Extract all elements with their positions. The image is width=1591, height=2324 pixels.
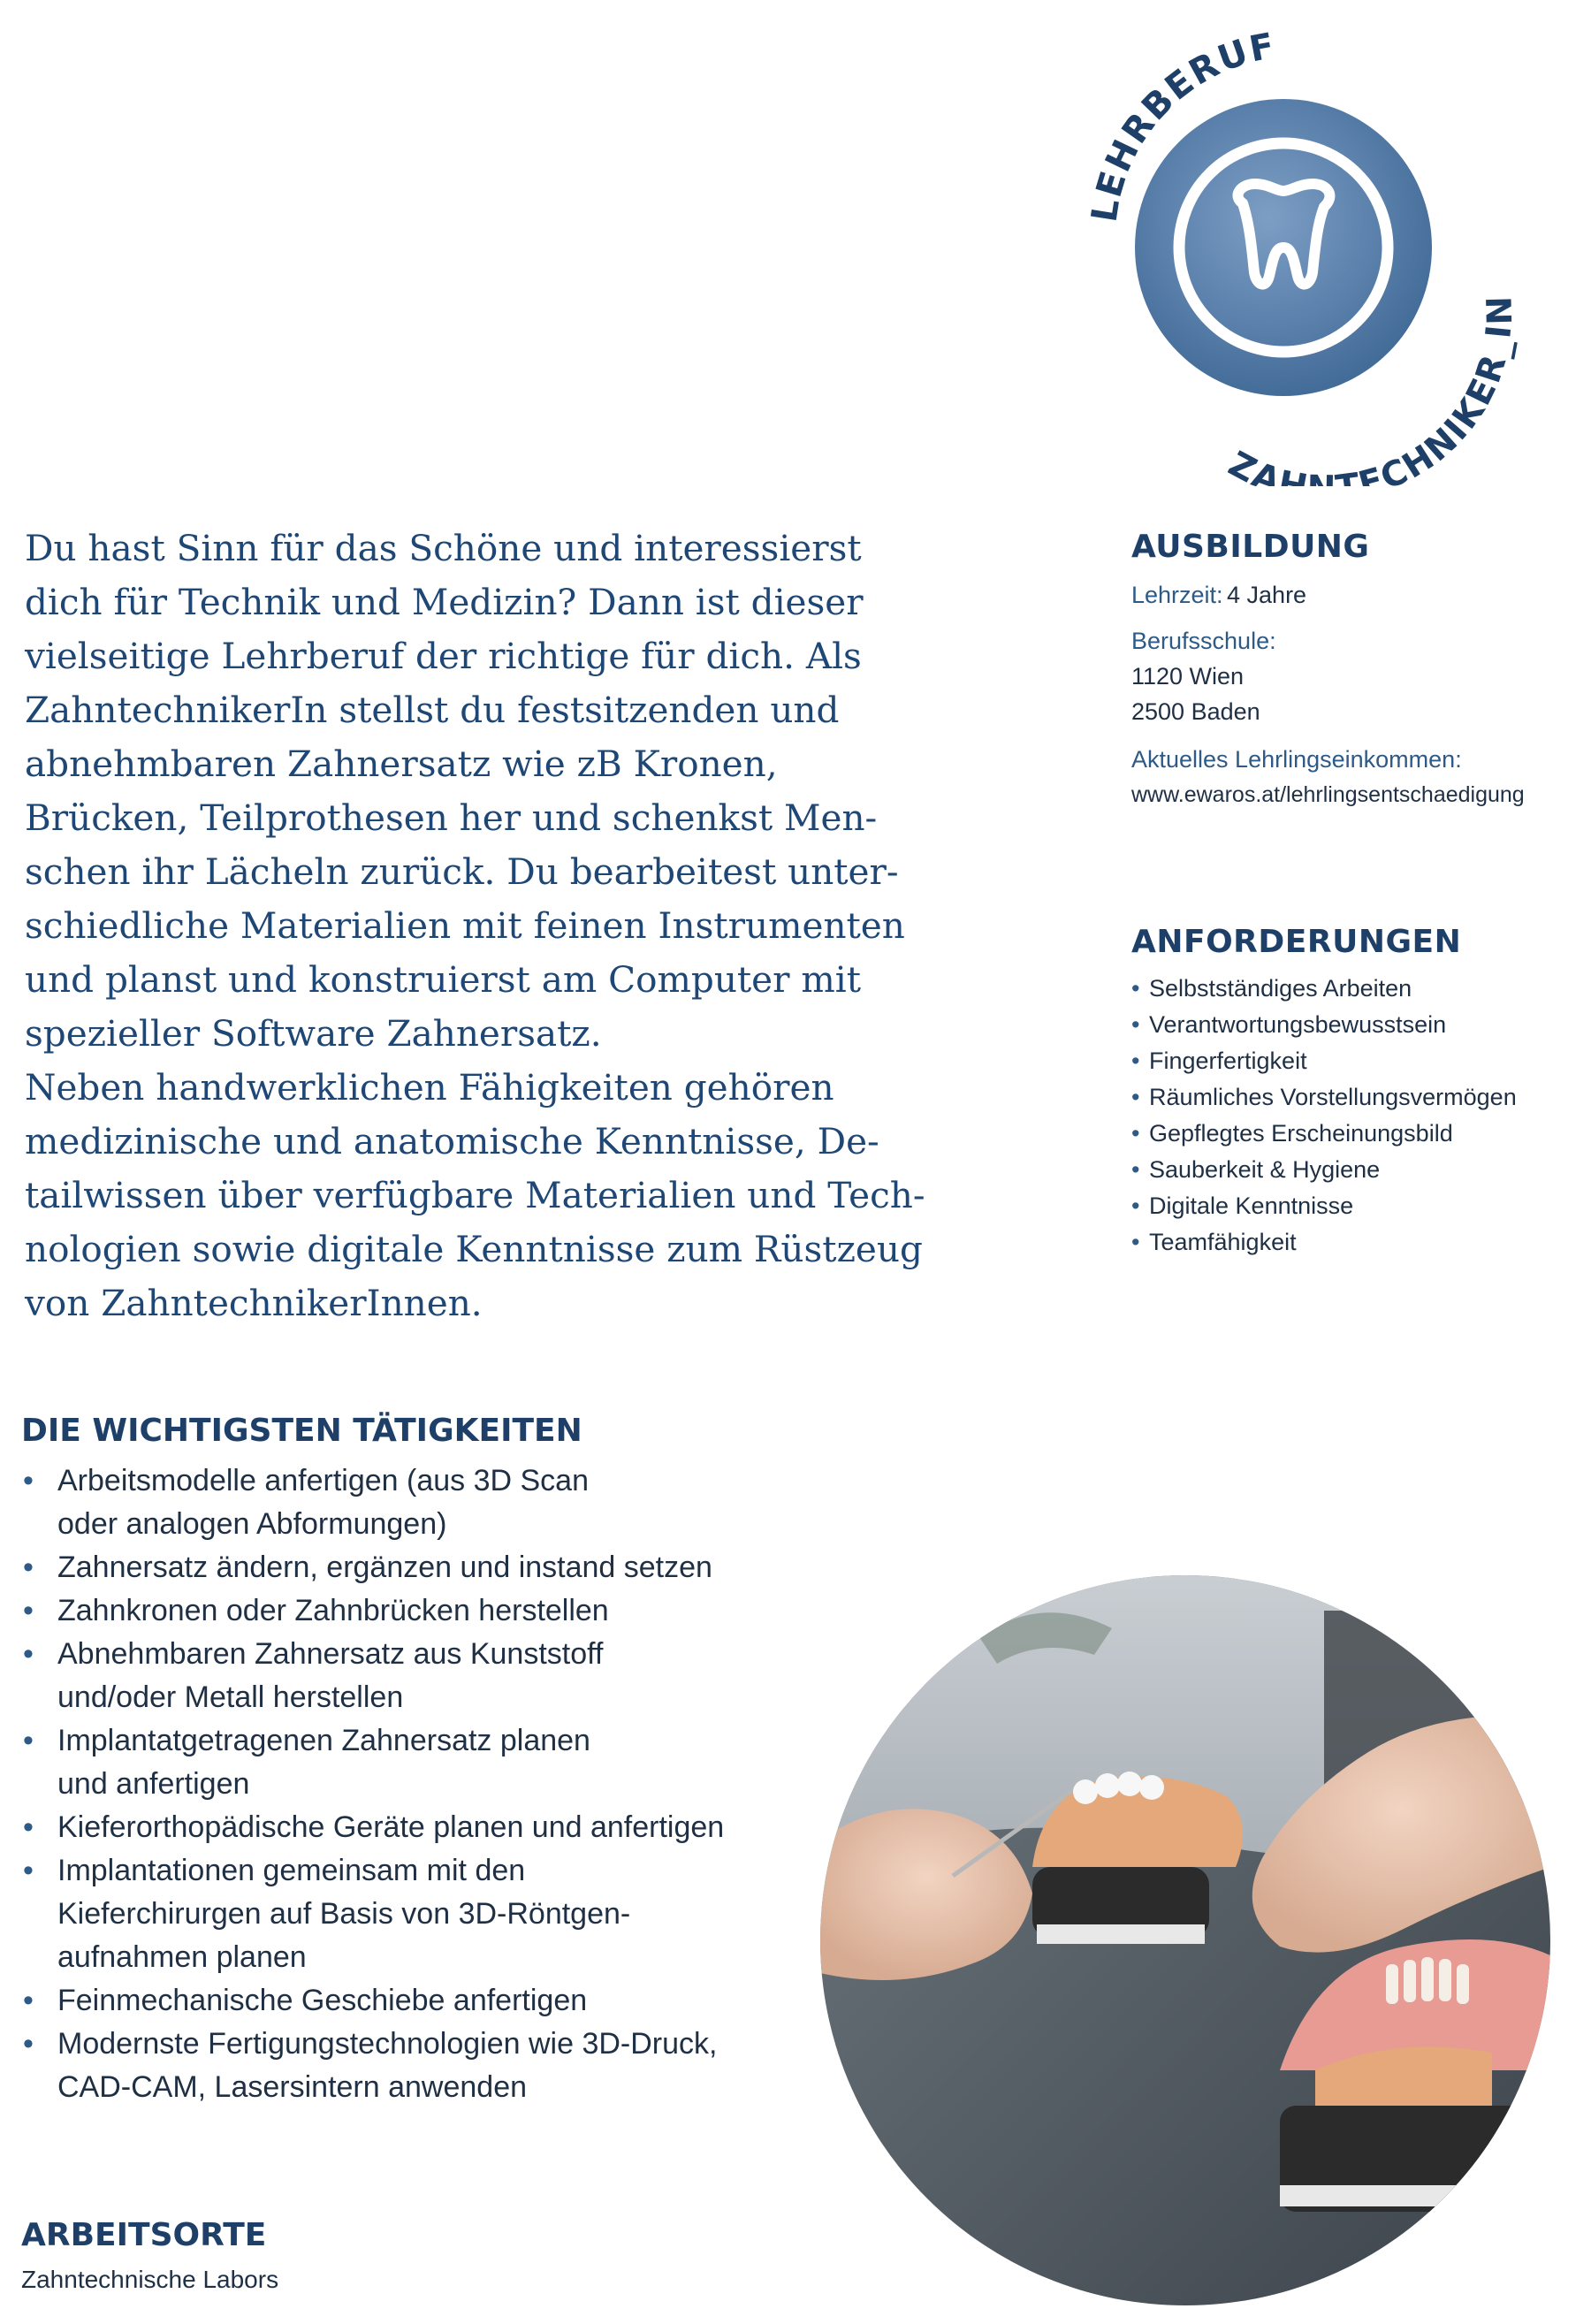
list-item-line: Kieferchirurgen auf Basis von 3D-Röntgen- — [57, 1897, 631, 1931]
intro-line: dich für Technik und Medizin? Dann ist dieser — [25, 581, 864, 623]
arbeitsorte-section — [21, 2217, 640, 2294]
list-item-line: aufnahmen planen — [57, 1940, 307, 1974]
arbeitsorte-value: Zahntechnische Labors — [21, 2266, 279, 2293]
list-item — [21, 1633, 817, 1719]
list-item — [21, 1979, 817, 2023]
lehrzeit-value: 4 Jahre — [1227, 582, 1307, 608]
intro-line: Neben handwerklichen Fähigkeiten gehören — [25, 1066, 834, 1109]
einkommen-label: Aktuelles Lehrlingseinkommen: — [1131, 746, 1462, 773]
list-item: • Digitale Kenntnisse — [1131, 1188, 1582, 1224]
intro-line: spezieller Software Zahnersatz. — [25, 1012, 602, 1055]
intro-line: von ZahntechnikerInnen. — [25, 1282, 483, 1324]
intro-line: vielseitige Lehrberuf der richtige für dich. Als — [25, 635, 862, 677]
intro-line: ZahntechnikerIn stellst du festsitzenden und — [25, 689, 840, 731]
list-item-line: • Zahnersatz ändern, ergänzen und instand setzen — [57, 1551, 712, 1584]
list-item — [21, 2023, 817, 2109]
profession-badge — [1061, 9, 1538, 486]
list-item-line: • Feinmechanische Geschiebe anfertigen — [57, 1984, 588, 2017]
badge-bottom-text: ZAH ECHNIKER_IN — [1222, 293, 1521, 486]
intro-line: abnehmbaren Zahnersatz wie zB Kronen, — [25, 743, 778, 785]
list-item-line: und/oder Metall herstellen — [57, 1680, 404, 1714]
anforderungen-list — [1131, 971, 1582, 1261]
list-item-line: • Implantatgetragenen Zahnersatz planen — [57, 1724, 590, 1757]
badge-top-text: LEHRBERUF — [1084, 25, 1280, 225]
anforderungen-heading: ANFORDERUNGEN — [1131, 924, 1462, 960]
list-item-line: • Kieferorthopädische Geräte planen und anfertigen — [57, 1810, 725, 1844]
list-item-line: • Implantationen gemeinsam mit den — [57, 1854, 526, 1887]
intro-paragraph — [25, 522, 944, 1330]
badge-graphic — [1061, 9, 1538, 486]
list-item: • Verantwortungsbewusstsein — [1131, 1007, 1582, 1043]
list-item — [21, 1459, 817, 1546]
list-item-line: • Abnehmbaren Zahnersatz aus Kunststoff — [57, 1637, 604, 1671]
einkommen-link[interactable]: www.ewaros.at/lehrlingsentschaedigung — [1131, 782, 1525, 807]
list-item — [21, 1806, 817, 1849]
list-item-line: und anfertigen — [57, 1767, 250, 1801]
anforderungen-section — [1131, 924, 1582, 1261]
intro-line: und planst und konstruierst am Computer mit — [25, 958, 862, 1001]
list-item: • Teamfähigkeit — [1131, 1224, 1582, 1261]
list-item-line: • Arbeitsmodelle anfertigen (aus 3D Scan — [57, 1464, 589, 1497]
list-item — [21, 1546, 817, 1589]
lehrzeit-label: Lehrzeit: — [1131, 582, 1223, 608]
intro-line: Du hast Sinn für das Schöne und interessierst — [25, 527, 862, 569]
list-item — [21, 1849, 817, 1979]
intro-line: schen ihr Lächeln zurück. Du bearbeitest unter- — [25, 850, 899, 893]
list-item — [21, 1719, 817, 1806]
lehrzeit-row — [1131, 577, 1582, 613]
intro-line: medizinische und anatomische Kenntnisse, De- — [25, 1120, 879, 1162]
taetigkeiten-section — [21, 1413, 817, 2109]
arbeitsorte-heading: ARBEITSORTE — [21, 2217, 267, 2253]
school-item: 1120 Wien — [1131, 663, 1245, 690]
list-item-line: oder analogen Abformungen) — [57, 1507, 447, 1541]
berufsschule-label: Berufsschule: — [1131, 628, 1276, 654]
school-item: 2500 Baden — [1131, 698, 1260, 725]
list-item: • Fingerfertigkeit — [1131, 1043, 1582, 1079]
list-item — [21, 1589, 817, 1633]
dental-lab-photo — [820, 1575, 1550, 2305]
list-item-line: CAD-CAM, Lasersintern anwenden — [57, 2070, 528, 2104]
ausbildung-section — [1131, 529, 1582, 812]
taetigkeiten-list — [21, 1459, 817, 2109]
ausbildung-heading: AUSBILDUNG — [1131, 529, 1370, 565]
list-item: • Räumliches Vorstellungsvermögen — [1131, 1079, 1582, 1116]
list-item: • Selbstständiges Arbeiten — [1131, 971, 1582, 1007]
intro-line: schiedliche Materialien mit feinen Instrumenten — [25, 904, 905, 947]
list-item: • Gepflegtes Erscheinungsbild — [1131, 1116, 1582, 1152]
photo-graphic — [820, 1575, 1550, 2305]
taetigkeiten-heading: DIE WICHTIGSTEN TÄTIGKEITEN — [21, 1413, 582, 1449]
intro-line: nologien sowie digitale Kenntnisse zum Rüstzeug — [25, 1228, 923, 1270]
list-item-line: • Zahnkronen oder Zahnbrücken herstellen — [57, 1594, 609, 1627]
intro-line: Brücken, Teilprothesen her und schenkst Men- — [25, 796, 878, 839]
list-item: • Sauberkeit & Hygiene — [1131, 1152, 1582, 1188]
list-item-line: • Modernste Fertigungstechnologien wie 3D-Druck, — [57, 2027, 718, 2061]
intro-line: tailwissen über verfügbare Materialien und Tech- — [25, 1174, 925, 1216]
